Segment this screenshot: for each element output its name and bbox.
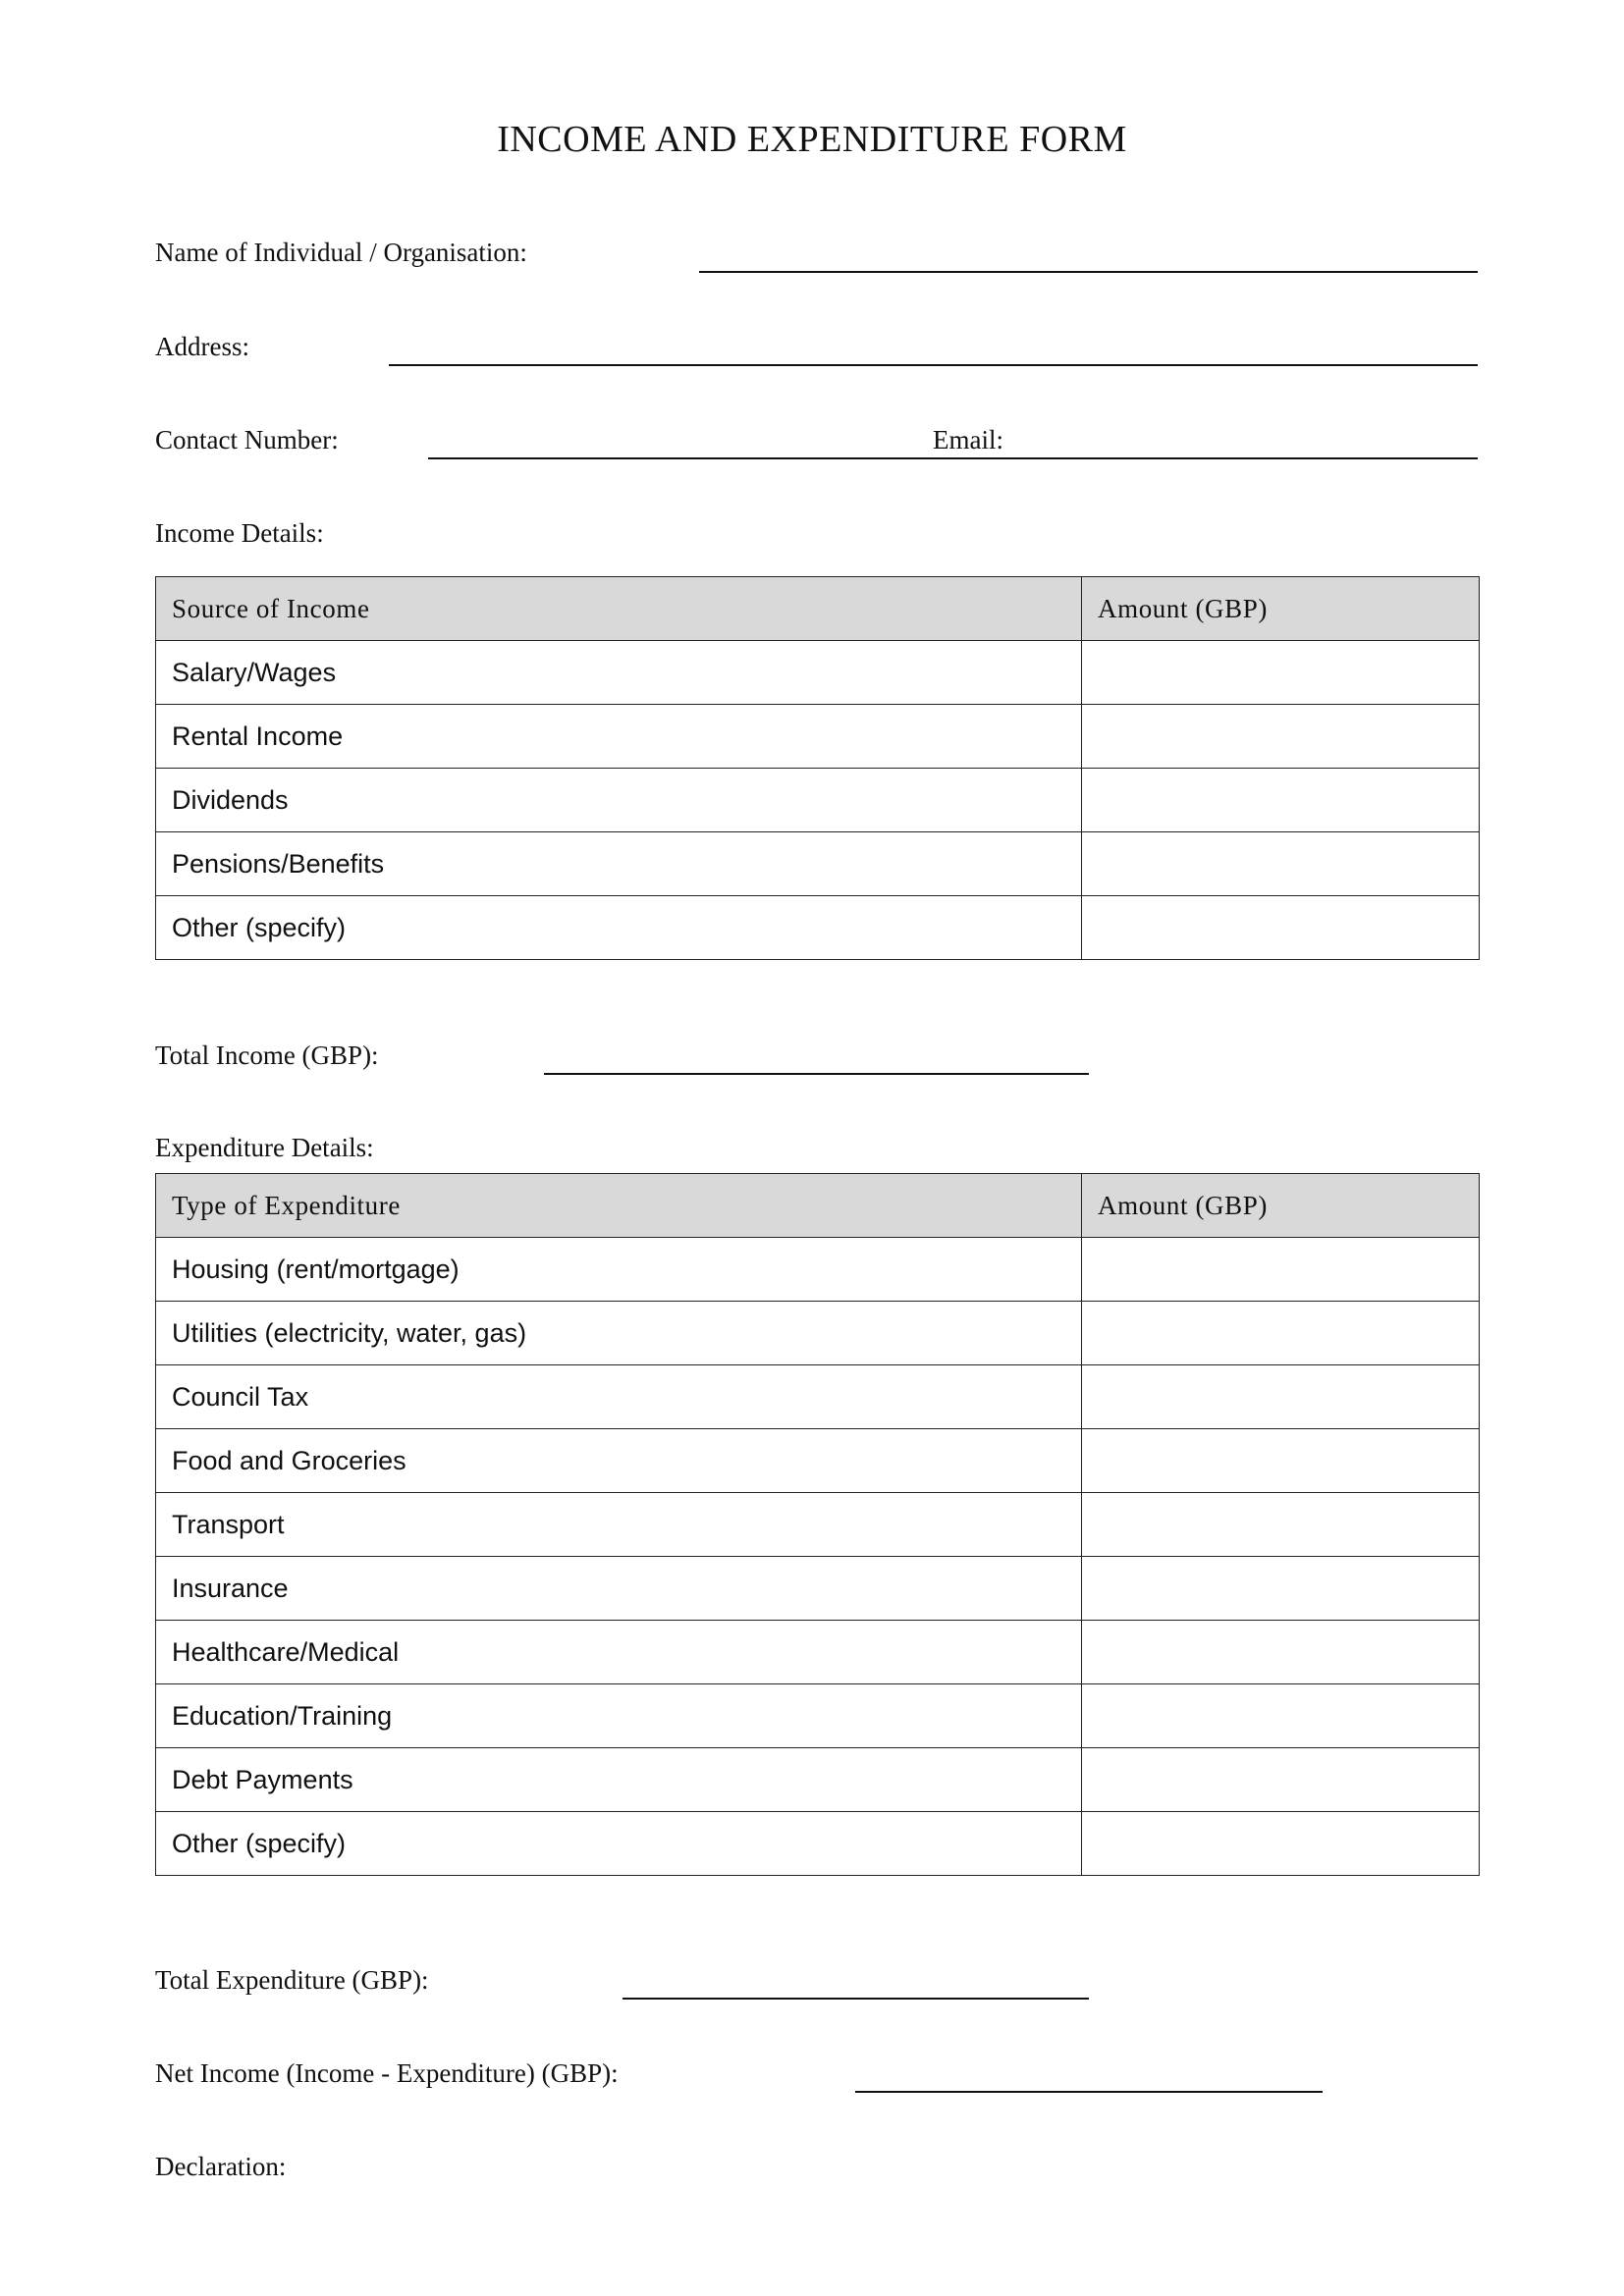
contact-number-label: Contact Number: bbox=[155, 425, 339, 454]
expenditure-row bbox=[156, 1493, 1480, 1557]
expenditure-row bbox=[156, 1684, 1480, 1748]
form-title: INCOME AND EXPENDITURE FORM bbox=[497, 119, 1127, 160]
address-label: Address: bbox=[155, 332, 249, 361]
expenditure-amount-cell[interactable] bbox=[1082, 1429, 1480, 1493]
expenditure-row-label: Debt Payments bbox=[156, 1748, 1082, 1812]
income-row-label: Salary/Wages bbox=[156, 641, 1082, 705]
income-row bbox=[156, 896, 1480, 960]
expenditure-amount-cell[interactable] bbox=[1082, 1748, 1480, 1812]
total-income-field[interactable] bbox=[544, 1073, 1089, 1075]
expenditure-section-label: Expenditure Details: bbox=[155, 1133, 374, 1162]
expenditure-row bbox=[156, 1621, 1480, 1684]
income-row bbox=[156, 769, 1480, 832]
expenditure-amount-cell[interactable] bbox=[1082, 1238, 1480, 1302]
expenditure-row-label: Housing (rent/mortgage) bbox=[156, 1238, 1082, 1302]
expenditure-row-label: Healthcare/Medical bbox=[156, 1621, 1082, 1684]
contact-email-line[interactable] bbox=[428, 457, 1478, 459]
income-row-label: Dividends bbox=[156, 769, 1082, 832]
net-income-field[interactable] bbox=[855, 2091, 1323, 2093]
income-row-label: Pensions/Benefits bbox=[156, 832, 1082, 896]
income-row bbox=[156, 832, 1480, 896]
expenditure-row-label: Food and Groceries bbox=[156, 1429, 1082, 1493]
expenditure-row-label: Council Tax bbox=[156, 1365, 1082, 1429]
email-label: Email: bbox=[933, 425, 1003, 454]
name-field[interactable] bbox=[699, 271, 1478, 273]
expenditure-row bbox=[156, 1365, 1480, 1429]
income-amount-cell[interactable] bbox=[1082, 705, 1480, 769]
expenditure-amount-header: Amount (GBP) bbox=[1082, 1174, 1480, 1238]
income-row bbox=[156, 705, 1480, 769]
expenditure-row-label: Insurance bbox=[156, 1557, 1082, 1621]
expenditure-row bbox=[156, 1557, 1480, 1621]
income-amount-header: Amount (GBP) bbox=[1082, 577, 1480, 641]
income-source-header: Source of Income bbox=[156, 577, 1082, 641]
income-row bbox=[156, 641, 1480, 705]
expenditure-amount-cell[interactable] bbox=[1082, 1302, 1480, 1365]
income-amount-cell[interactable] bbox=[1082, 832, 1480, 896]
expenditure-row bbox=[156, 1812, 1480, 1876]
expenditure-row bbox=[156, 1302, 1480, 1365]
income-row-label: Other (specify) bbox=[156, 896, 1082, 960]
income-header-row bbox=[156, 577, 1480, 641]
net-income-label: Net Income (Income - Expenditure) (GBP): bbox=[155, 2058, 619, 2088]
income-amount-cell[interactable] bbox=[1082, 896, 1480, 960]
expenditure-amount-cell[interactable] bbox=[1082, 1557, 1480, 1621]
address-field[interactable] bbox=[389, 364, 1478, 366]
total-expenditure-label: Total Expenditure (GBP): bbox=[155, 1965, 429, 1995]
expenditure-row-label: Transport bbox=[156, 1493, 1082, 1557]
expenditure-amount-cell[interactable] bbox=[1082, 1684, 1480, 1748]
expenditure-header-row bbox=[156, 1174, 1480, 1238]
income-amount-cell[interactable] bbox=[1082, 769, 1480, 832]
expenditure-amount-cell[interactable] bbox=[1082, 1493, 1480, 1557]
income-amount-cell[interactable] bbox=[1082, 641, 1480, 705]
expenditure-type-header: Type of Expenditure bbox=[156, 1174, 1082, 1238]
expenditure-row-label: Education/Training bbox=[156, 1684, 1082, 1748]
expenditure-row bbox=[156, 1748, 1480, 1812]
income-section-label: Income Details: bbox=[155, 518, 324, 548]
declaration-label: Declaration: bbox=[155, 2152, 287, 2181]
income-table bbox=[155, 576, 1480, 960]
expenditure-amount-cell[interactable] bbox=[1082, 1812, 1480, 1876]
expenditure-row-label: Other (specify) bbox=[156, 1812, 1082, 1876]
expenditure-amount-cell[interactable] bbox=[1082, 1621, 1480, 1684]
name-label: Name of Individual / Organisation: bbox=[155, 238, 527, 267]
total-income-label: Total Income (GBP): bbox=[155, 1041, 379, 1070]
expenditure-row bbox=[156, 1238, 1480, 1302]
expenditure-row bbox=[156, 1429, 1480, 1493]
total-expenditure-field[interactable] bbox=[623, 1998, 1089, 2000]
income-row-label: Rental Income bbox=[156, 705, 1082, 769]
expenditure-table bbox=[155, 1173, 1480, 1876]
expenditure-row-label: Utilities (electricity, water, gas) bbox=[156, 1302, 1082, 1365]
expenditure-amount-cell[interactable] bbox=[1082, 1365, 1480, 1429]
